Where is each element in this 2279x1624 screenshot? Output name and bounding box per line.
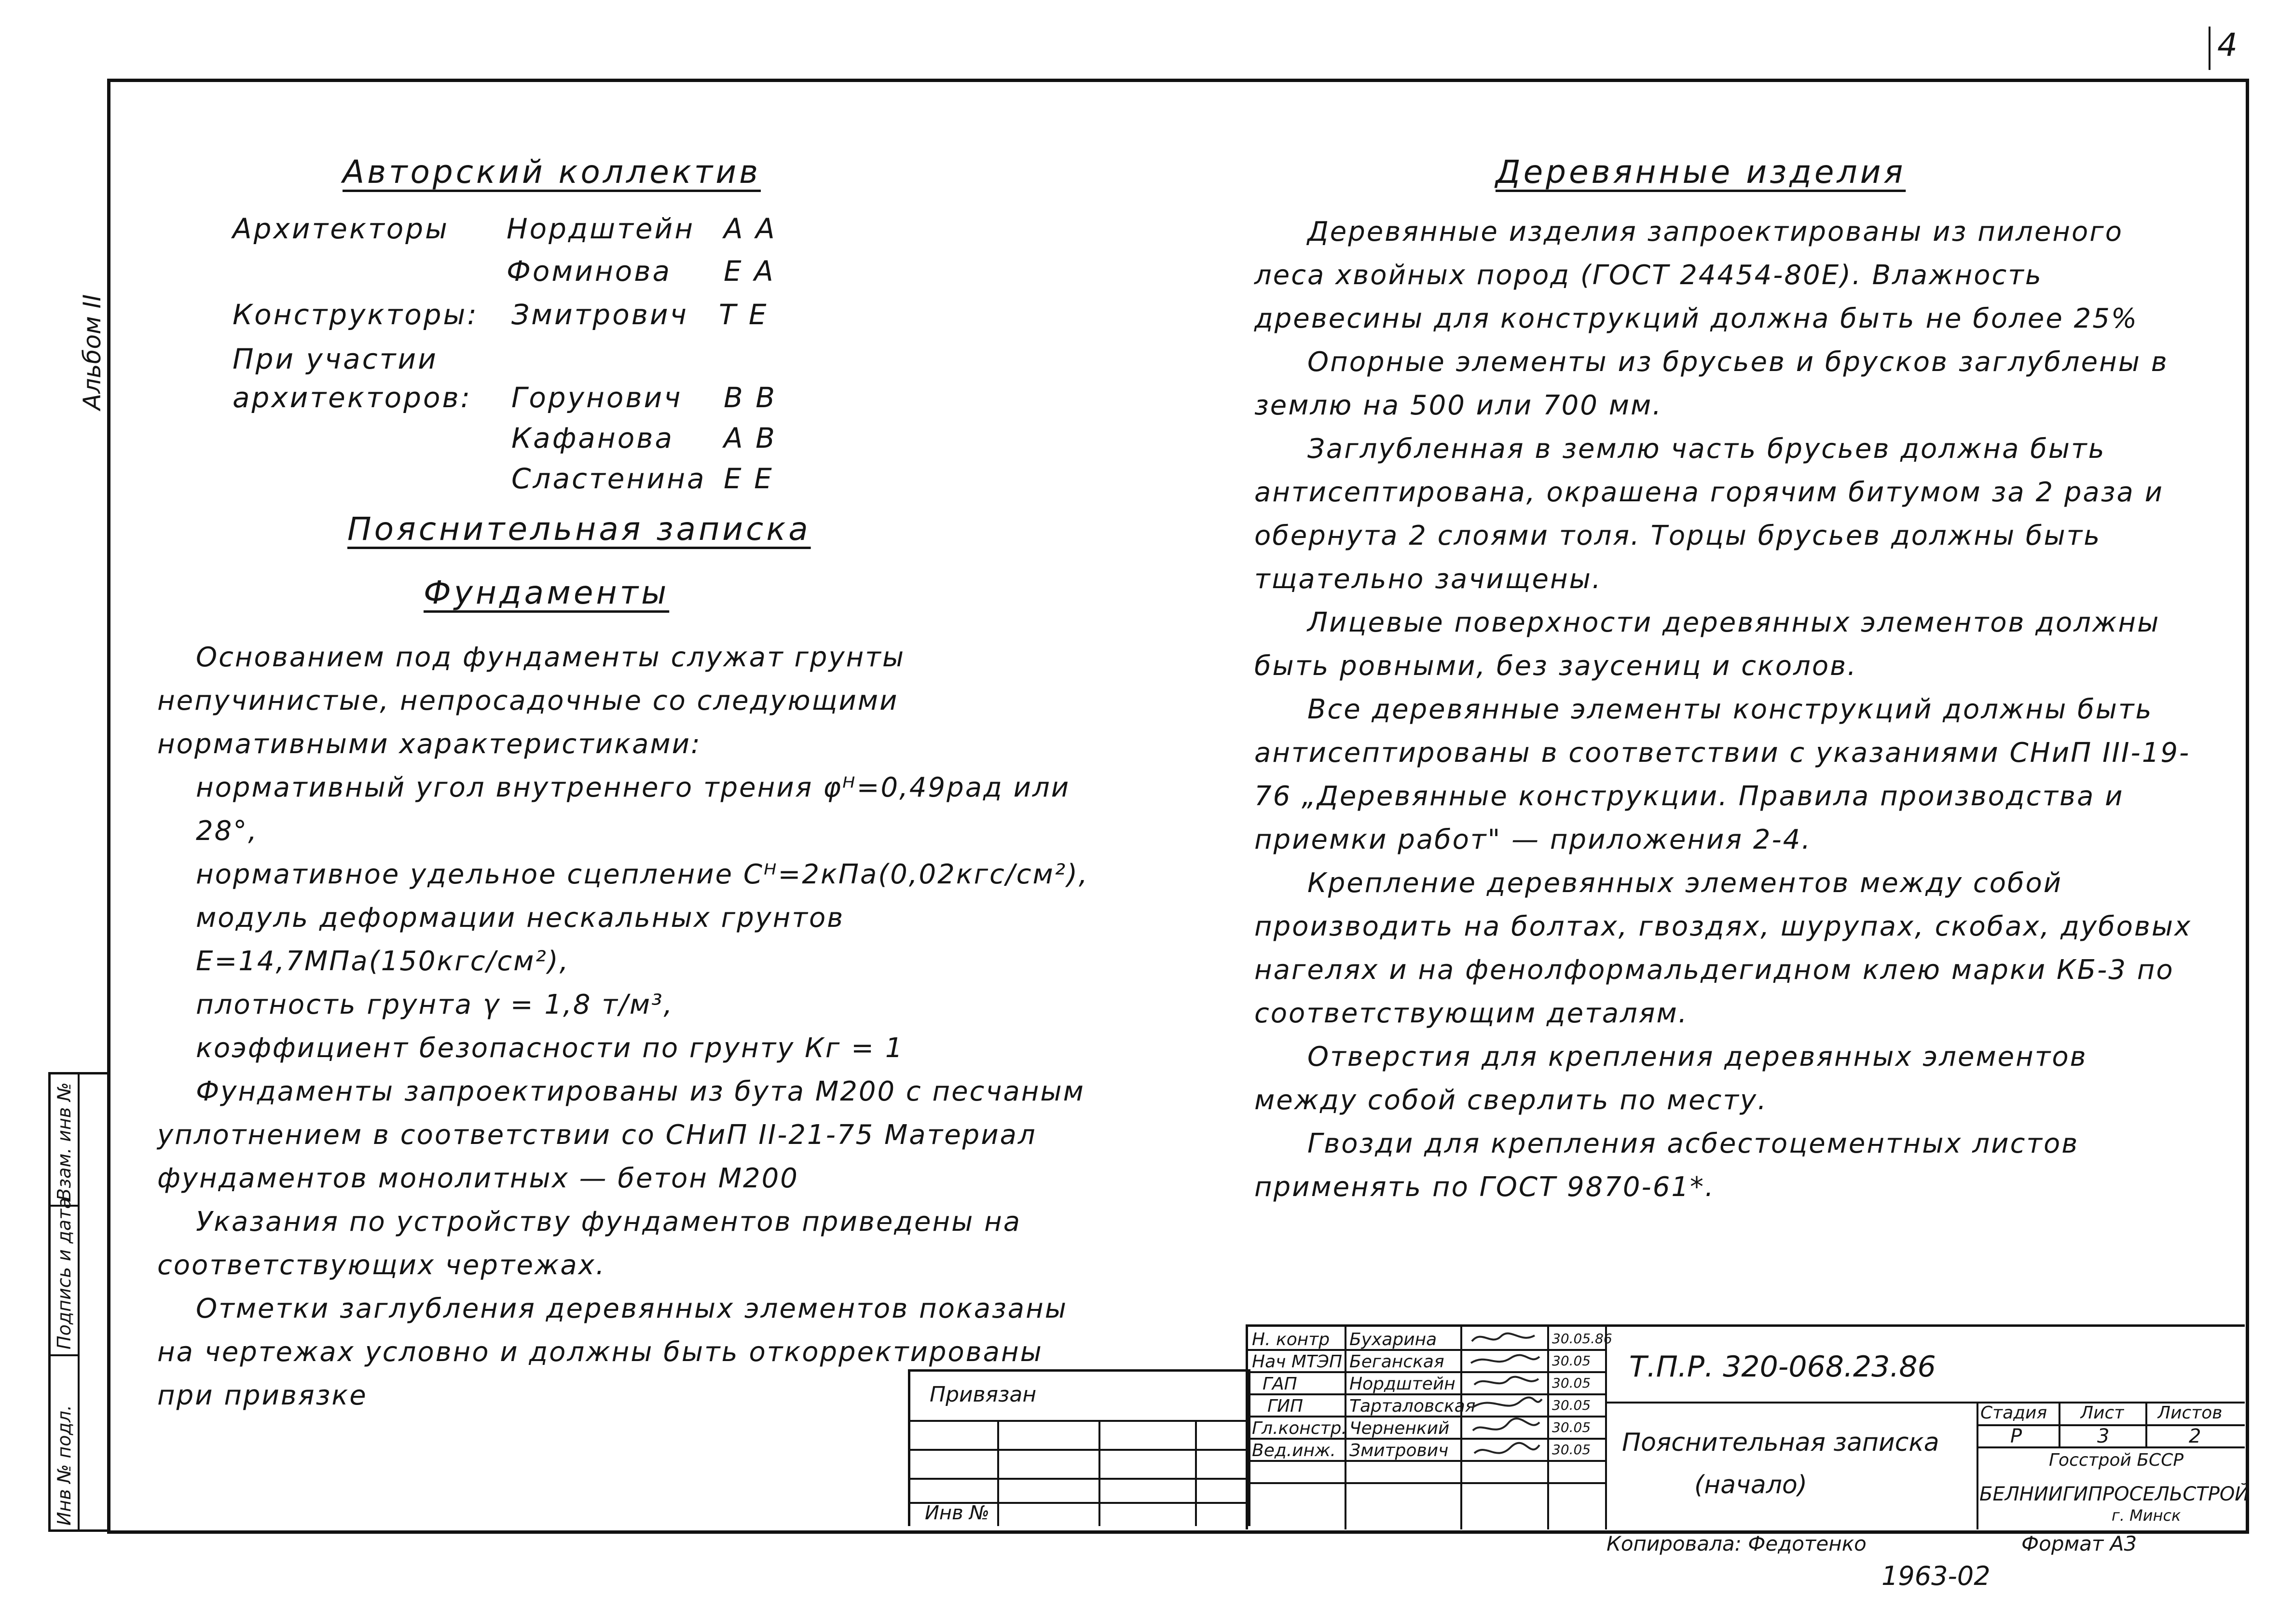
authors-title: Авторский коллектив	[343, 153, 761, 191]
sheet-number: 4	[2217, 27, 2238, 64]
document-title: Пояснительная записка	[1622, 1428, 1939, 1457]
organization-institute: БЕЛНИИГИПРОСЕЛЬСТРОЙ	[1979, 1483, 2250, 1505]
title-grid-line	[1248, 1482, 1605, 1484]
author-name: Фоминова	[507, 255, 672, 288]
title-grid-line	[1605, 1402, 2245, 1404]
signer-role: ГИП	[1267, 1396, 1304, 1416]
signer-role: Гл.констр.	[1252, 1418, 1347, 1438]
signer-date: 30.05	[1552, 1375, 1591, 1391]
paragraph: нормативное удельное сцепление Cᴴ=2кПа(0,02кгс/см²),	[196, 859, 1089, 890]
binding-inv-label: Инв №	[925, 1502, 989, 1524]
paragraph: Указания по устройству фундаментов приведены на соответствующих чертежах.	[157, 1206, 1022, 1281]
side-stamp-divider	[78, 1074, 80, 1529]
side-stamp-divider	[51, 1354, 80, 1356]
author-initials: В В	[724, 381, 777, 414]
organization-ministry: Госстрой БССР	[2049, 1450, 2184, 1470]
organization-city: г. Минск	[2112, 1506, 2181, 1525]
signer-role: Вед.инж.	[1252, 1441, 1336, 1460]
paragraph: Отверстия для крепления деревянных элементов между собой сверлить по месту.	[1254, 1041, 2087, 1116]
signer-role: ГАП	[1263, 1374, 1297, 1394]
signer-date: 30.05	[1552, 1442, 1591, 1458]
author-initials: А А	[724, 212, 777, 245]
document-code: Т.П.Р. 320-068.23.86	[1629, 1350, 1936, 1384]
author-role: При участии	[233, 343, 438, 375]
paragraph: плотность грунта γ = 1,8 т/м³,	[196, 989, 674, 1020]
foundations-text	[157, 636, 1098, 1418]
signer-date: 30.05	[1552, 1353, 1591, 1369]
sheets-value: 2	[2189, 1425, 2201, 1447]
paper-format: Формат А3	[2021, 1532, 2137, 1555]
binding-grid-line	[910, 1478, 1248, 1480]
sheet-value: 3	[2097, 1425, 2110, 1447]
archive-number: 1963-02	[1881, 1561, 1991, 1591]
signer-name: Нордштейн	[1349, 1374, 1455, 1394]
signer-date: 30.05	[1552, 1397, 1591, 1413]
title-grid-line	[2145, 1402, 2147, 1447]
binding-label: Привязан	[930, 1382, 1037, 1407]
signer-name: Змитрович	[1349, 1441, 1449, 1460]
signer-date: 30.05	[1552, 1419, 1591, 1435]
sheets-label: Листов	[2157, 1403, 2223, 1423]
binding-grid-line	[910, 1449, 1248, 1451]
binding-grid-line	[997, 1420, 999, 1526]
author-role: архитекторов:	[233, 381, 472, 414]
author-initials: Т Е	[719, 298, 769, 331]
copied-by: Копировала: Федотенко	[1606, 1532, 1867, 1555]
signer-name: Тарталовская	[1349, 1396, 1476, 1416]
album-label: Альбом II	[78, 294, 106, 410]
signer-name: Беганская	[1349, 1352, 1444, 1372]
author-name: Змитрович	[511, 298, 688, 331]
paragraph: Заглубленная в землю часть брусьев должна быть антисептирована, окрашена горячим битумом за 2 раза и обернута 2 слоями толя. Торцы брусьев должны быть тщательно зачищены.	[1254, 433, 2164, 595]
paragraph: Фундаменты запроектированы из бута М200 с песчаным уплотнением в соответствии со СНиП II-21-75 Материал фундаментов монолитных — бетон М200	[157, 1076, 1085, 1194]
binding-box	[908, 1369, 1250, 1526]
binding-grid-line	[1195, 1420, 1197, 1526]
paragraph: Гвозди для крепления асбестоцементных листов применять по ГОСТ 9870-61*.	[1254, 1128, 2079, 1203]
paragraph: коэффициент безопасности по грунту Кг = 1	[196, 1032, 904, 1064]
paragraph: Все деревянные элементы конструкций должны быть антисептированы в соответствии с указаниями СНиП III-19-76 „Деревянные конструкции. Правила производства и приемки работ" — приложения 2-4.	[1254, 694, 2191, 855]
wood-text	[1254, 210, 2200, 1209]
signer-role: Нач МТЭП	[1252, 1352, 1343, 1372]
author-name: Сластенина	[511, 462, 706, 495]
side-stamp-replace: Взам. инв №	[54, 1082, 75, 1201]
author-name: Кафанова	[511, 422, 674, 454]
side-stamp-inv: Инв № подл.	[54, 1404, 75, 1526]
paragraph: Опорные элементы из брусьев и брусков заглублены в землю на 500 или 700 мм.	[1254, 346, 2169, 421]
side-stamp-sign: Подпись и дата	[54, 1197, 75, 1349]
author-initials: А В	[724, 422, 777, 454]
title-grid-line	[1605, 1327, 1607, 1529]
sheet-label: Лист	[2080, 1403, 2125, 1423]
signer-name: Черненкий	[1349, 1418, 1450, 1438]
sheet-number-tick	[2209, 27, 2210, 70]
title-block	[1246, 1324, 2250, 1529]
paragraph: модуль деформации нескальных грунтов E=14,7МПа(150кгс/см²),	[196, 902, 845, 977]
binding-grid-line	[910, 1420, 1248, 1422]
signer-name: Бухарина	[1349, 1330, 1437, 1349]
author-name: Горунович	[511, 381, 683, 414]
paragraph: Крепление деревянных элементов между собой производить на болтах, гвоздях, шурупах, скобах, дубовых нагелях и на фенолформальдегидном клею марки КБ-3 по соответствующим деталям.	[1254, 867, 2192, 1029]
paragraph: нормативный угол внутреннего трения φᴴ=0,49рад или 28°,	[196, 772, 1071, 847]
title-grid-line	[1547, 1327, 1549, 1529]
title-grid-line	[2059, 1402, 2060, 1447]
document-subtitle: (начало)	[1694, 1471, 1808, 1500]
foundations-title: Фундаменты	[424, 574, 670, 611]
author-role: Архитекторы	[233, 212, 449, 245]
binding-grid-line	[1098, 1420, 1100, 1526]
signer-role: Н. контр	[1252, 1330, 1330, 1349]
paragraph: Основанием под фундаменты служат грунты непучинистые, непросадочные со следующими нормативными характеристиками:	[157, 642, 906, 760]
signatures-icon	[1462, 1327, 1547, 1482]
paragraph: Деревянные изделия запроектированы из пиленого леса хвойных пород (ГОСТ 24454-80Е). Влажность древесины для конструкций должна быть не более 25%	[1254, 216, 2139, 334]
stage-value: Р	[2010, 1425, 2022, 1447]
author-role: Конструкторы:	[233, 298, 479, 331]
author-initials: Е Е	[724, 462, 774, 495]
author-name: Нордштейн	[507, 212, 695, 245]
side-stamp	[48, 1072, 110, 1532]
signer-date: 30.05.86	[1552, 1331, 1612, 1347]
stage-label: Стадия	[1980, 1403, 2047, 1423]
title-grid-line	[1977, 1402, 1978, 1529]
wood-title: Деревянные изделия	[1496, 153, 1906, 191]
author-initials: Е А	[724, 255, 775, 288]
paragraph: Отметки заглубления деревянных элементов показаны на чертежах условно и должны быть откорректированы при привязке	[157, 1293, 1068, 1411]
note-title: Пояснительная записка	[347, 510, 811, 548]
paragraph: Лицевые поверхности деревянных элементов должны быть ровными, без заусениц и сколов.	[1254, 607, 2160, 682]
